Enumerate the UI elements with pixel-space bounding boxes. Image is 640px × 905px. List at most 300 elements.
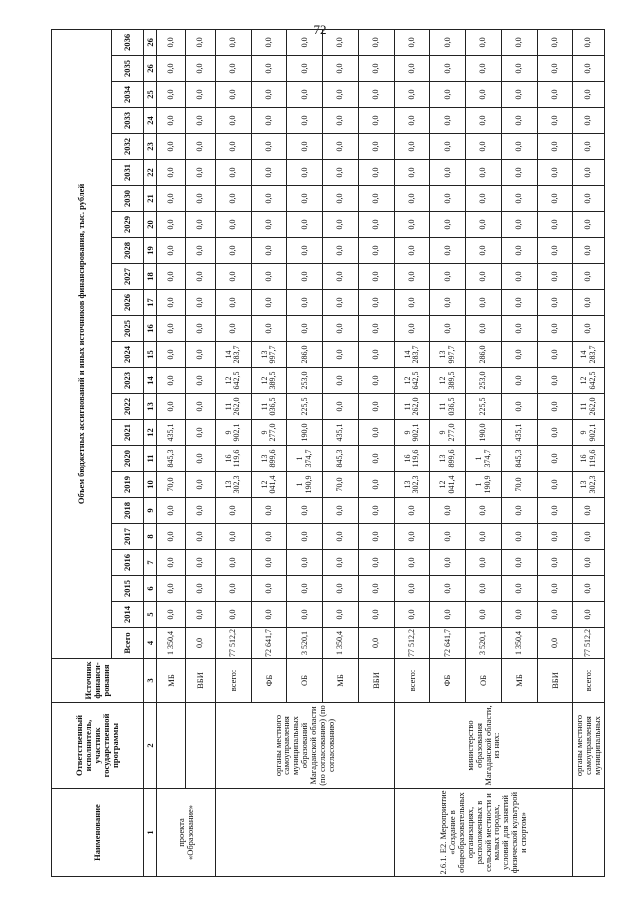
year-value-cell: 435,1 <box>323 420 359 446</box>
year-value-cell: 0,0 <box>501 56 537 82</box>
year-value-cell: 0,0 <box>501 368 537 394</box>
year-value-cell: 0,0 <box>501 550 537 576</box>
total-value-cell: 0,0 <box>358 628 394 659</box>
year-value-cell: 0,0 <box>323 82 359 108</box>
year-value-cell: 0,0 <box>573 82 605 108</box>
year-value-cell: 0,0 <box>501 524 537 550</box>
year-value-cell: 0,0 <box>537 134 573 160</box>
year-value-cell: 0,0 <box>186 446 215 472</box>
year-value-cell: 0,0 <box>537 498 573 524</box>
year-value-cell: 16 119,6 <box>215 446 251 472</box>
year-value-cell: 0,0 <box>215 160 251 186</box>
year-value-cell: 0,0 <box>186 602 215 628</box>
year-value-cell: 435,1 <box>501 420 537 446</box>
year-value-cell: 0,0 <box>501 576 537 602</box>
year-value-cell: 11 262,0 <box>573 394 605 420</box>
header-year: 2018 <box>112 498 144 524</box>
year-value-cell: 0,0 <box>466 134 502 160</box>
year-value-cell: 0,0 <box>430 160 466 186</box>
year-value-cell: 0,0 <box>501 316 537 342</box>
year-value-cell: 0,0 <box>186 134 215 160</box>
year-value-cell: 0,0 <box>157 29 186 55</box>
year-value-cell: 0,0 <box>186 472 215 498</box>
year-value-cell: 190,0 <box>466 420 502 446</box>
year-value-cell: 0,0 <box>215 108 251 134</box>
year-value-cell: 0,0 <box>287 576 323 602</box>
funding-table <box>51 29 605 877</box>
year-value-cell: 0,0 <box>358 498 394 524</box>
year-value-cell: 0,0 <box>430 524 466 550</box>
year-value-cell: 0,0 <box>323 264 359 290</box>
year-value-cell: 0,0 <box>287 134 323 160</box>
total-value-cell: 3 520,1 <box>287 628 323 659</box>
year-value-cell: 0,0 <box>287 264 323 290</box>
year-value-cell: 0,0 <box>358 290 394 316</box>
year-value-cell: 0,0 <box>358 56 394 82</box>
index-cell: 25 <box>144 82 157 108</box>
table-row <box>215 29 251 876</box>
year-value-cell: 0,0 <box>466 264 502 290</box>
index-cell: 12 <box>144 420 157 446</box>
year-value-cell: 9 902,1 <box>215 420 251 446</box>
year-value-cell: 9 277,0 <box>251 420 287 446</box>
year-value-cell: 0,0 <box>157 134 186 160</box>
year-value-cell: 0,0 <box>358 342 394 368</box>
year-value-cell: 0,0 <box>394 160 430 186</box>
year-value-cell: 0,0 <box>215 82 251 108</box>
executor-cell: органы местного самоуправления муниципальных образований Магаданской области (по согласованию) (по согласованию) <box>215 703 394 789</box>
year-value-cell: 14 283,7 <box>573 342 605 368</box>
source-cell: МБ <box>323 659 359 703</box>
total-value-cell: 1 350,4 <box>157 628 186 659</box>
year-value-cell: 1 374,7 <box>287 446 323 472</box>
year-value-cell: 0,0 <box>537 82 573 108</box>
year-value-cell: 0,0 <box>323 394 359 420</box>
year-value-cell: 0,0 <box>251 160 287 186</box>
year-value-cell: 9 902,1 <box>394 420 430 446</box>
year-value-cell: 0,0 <box>215 186 251 212</box>
year-value-cell: 0,0 <box>323 576 359 602</box>
header-year: 2025 <box>112 316 144 342</box>
year-value-cell: 16 119,6 <box>573 446 605 472</box>
year-value-cell: 0,0 <box>358 446 394 472</box>
year-value-cell: 11 036,5 <box>430 394 466 420</box>
header-year: 2020 <box>112 446 144 472</box>
year-value-cell: 0,0 <box>251 290 287 316</box>
header-year: 2030 <box>112 186 144 212</box>
year-value-cell: 12 642,5 <box>215 368 251 394</box>
source-cell: всего: <box>394 659 430 703</box>
year-value-cell: 0,0 <box>573 524 605 550</box>
index-cell: 7 <box>144 550 157 576</box>
year-value-cell: 0,0 <box>287 108 323 134</box>
year-value-cell: 0,0 <box>323 602 359 628</box>
index-row <box>144 29 157 876</box>
year-value-cell: 9 902,1 <box>573 420 605 446</box>
header-year: 2028 <box>112 238 144 264</box>
index-cell: 22 <box>144 160 157 186</box>
year-value-cell: 0,0 <box>466 160 502 186</box>
year-value-cell: 0,0 <box>394 212 430 238</box>
year-value-cell: 0,0 <box>157 316 186 342</box>
year-value-cell: 0,0 <box>573 134 605 160</box>
year-value-cell: 0,0 <box>573 290 605 316</box>
year-value-cell: 0,0 <box>537 108 573 134</box>
year-value-cell: 0,0 <box>287 82 323 108</box>
header-executor: Ответственный исполнитель, участник государственной программы <box>52 703 144 789</box>
index-cell: 26 <box>144 56 157 82</box>
year-value-cell: 0,0 <box>157 368 186 394</box>
header-year: 2023 <box>112 368 144 394</box>
year-value-cell: 14 283,7 <box>394 342 430 368</box>
year-value-cell: 0,0 <box>466 82 502 108</box>
year-value-cell: 0,0 <box>215 134 251 160</box>
header-year: 2034 <box>112 82 144 108</box>
header-year: 2015 <box>112 576 144 602</box>
year-value-cell: 13 302,3 <box>394 472 430 498</box>
index-cell: 4 <box>144 628 157 659</box>
year-value-cell: 0,0 <box>323 550 359 576</box>
total-value-cell: 77 512,2 <box>215 628 251 659</box>
year-value-cell: 845,3 <box>157 446 186 472</box>
year-value-cell: 0,0 <box>573 29 605 55</box>
year-value-cell: 0,0 <box>537 290 573 316</box>
year-value-cell: 0,0 <box>501 264 537 290</box>
year-value-cell: 0,0 <box>430 56 466 82</box>
year-value-cell: 0,0 <box>501 498 537 524</box>
year-value-cell: 0,0 <box>157 108 186 134</box>
total-value-cell: 1 350,4 <box>501 628 537 659</box>
year-value-cell: 0,0 <box>573 56 605 82</box>
year-value-cell: 0,0 <box>215 290 251 316</box>
year-value-cell: 0,0 <box>186 316 215 342</box>
year-value-cell: 1 190,9 <box>466 472 502 498</box>
year-value-cell: 0,0 <box>186 264 215 290</box>
year-value-cell: 0,0 <box>358 394 394 420</box>
year-value-cell: 9 277,0 <box>430 420 466 446</box>
index-cell: 10 <box>144 472 157 498</box>
year-value-cell: 0,0 <box>287 524 323 550</box>
year-value-cell: 0,0 <box>186 394 215 420</box>
year-value-cell: 0,0 <box>251 602 287 628</box>
year-value-cell: 0,0 <box>186 238 215 264</box>
year-value-cell: 0,0 <box>251 550 287 576</box>
year-value-cell: 0,0 <box>251 29 287 55</box>
index-cell: 26 <box>144 29 157 55</box>
year-value-cell: 225,5 <box>466 394 502 420</box>
header-year: 2026 <box>112 290 144 316</box>
year-value-cell: 0,0 <box>215 550 251 576</box>
year-value-cell: 0,0 <box>537 368 573 394</box>
source-cell: ВБИ <box>358 659 394 703</box>
header-year: 2033 <box>112 108 144 134</box>
source-cell: всего: <box>573 659 605 703</box>
year-value-cell: 0,0 <box>186 420 215 446</box>
source-cell: всего: <box>215 659 251 703</box>
year-value-cell: 0,0 <box>323 498 359 524</box>
year-value-cell: 0,0 <box>537 186 573 212</box>
year-value-cell: 0,0 <box>215 238 251 264</box>
year-value-cell: 0,0 <box>323 290 359 316</box>
year-value-cell: 0,0 <box>186 576 215 602</box>
executor-cell: министерство образования Магаданской области, из них: <box>394 703 573 789</box>
year-value-cell: 0,0 <box>157 550 186 576</box>
header-funding-group: Объем бюджетных ассигнований и иных источников финансирования, тыс. рублей <box>52 29 112 658</box>
year-value-cell: 0,0 <box>430 290 466 316</box>
year-value-cell: 0,0 <box>287 550 323 576</box>
year-value-cell: 0,0 <box>394 82 430 108</box>
total-value-cell: 1 350,4 <box>323 628 359 659</box>
year-value-cell: 0,0 <box>573 602 605 628</box>
year-value-cell: 0,0 <box>430 238 466 264</box>
year-value-cell: 0,0 <box>323 524 359 550</box>
row-name-cell: проекта «Образование» <box>157 789 216 877</box>
year-value-cell: 0,0 <box>466 550 502 576</box>
year-value-cell: 0,0 <box>186 342 215 368</box>
year-value-cell: 0,0 <box>215 212 251 238</box>
index-cell: 5 <box>144 602 157 628</box>
index-cell: 6 <box>144 576 157 602</box>
year-value-cell: 70,0 <box>501 472 537 498</box>
year-value-cell: 0,0 <box>537 524 573 550</box>
year-value-cell: 0,0 <box>186 368 215 394</box>
year-value-cell: 0,0 <box>186 498 215 524</box>
table-body <box>157 29 605 876</box>
year-value-cell: 13 302,3 <box>573 472 605 498</box>
year-value-cell: 0,0 <box>501 134 537 160</box>
year-value-cell: 0,0 <box>430 316 466 342</box>
year-value-cell: 0,0 <box>251 498 287 524</box>
year-value-cell: 0,0 <box>287 160 323 186</box>
year-value-cell: 0,0 <box>466 56 502 82</box>
year-value-cell: 0,0 <box>358 472 394 498</box>
year-value-cell: 0,0 <box>537 316 573 342</box>
year-value-cell: 0,0 <box>323 368 359 394</box>
year-value-cell: 0,0 <box>430 186 466 212</box>
year-value-cell: 12 389,5 <box>430 368 466 394</box>
year-value-cell: 0,0 <box>430 212 466 238</box>
year-value-cell: 0,0 <box>157 394 186 420</box>
year-value-cell: 0,0 <box>430 576 466 602</box>
year-value-cell: 0,0 <box>466 238 502 264</box>
header-year: 2031 <box>112 160 144 186</box>
year-value-cell: 0,0 <box>430 82 466 108</box>
header-year: 2021 <box>112 420 144 446</box>
index-cell: 17 <box>144 290 157 316</box>
row-name-cell: 2.6.1. Е2. Мероприятие «Создание в общеобразовательных организациях, расположенных в сельской местности и малых городах, условий для занятий физической культурой и спортом» <box>394 789 573 877</box>
header-year: 2022 <box>112 394 144 420</box>
year-value-cell: 0,0 <box>287 602 323 628</box>
year-value-cell: 0,0 <box>537 56 573 82</box>
year-value-cell: 13 302,3 <box>215 472 251 498</box>
year-value-cell: 0,0 <box>537 238 573 264</box>
index-cell: 16 <box>144 316 157 342</box>
year-value-cell: 0,0 <box>323 342 359 368</box>
year-value-cell: 0,0 <box>251 576 287 602</box>
year-value-cell: 0,0 <box>157 524 186 550</box>
table-row <box>157 29 186 876</box>
year-value-cell: 286,0 <box>466 342 502 368</box>
year-value-cell: 0,0 <box>466 186 502 212</box>
year-value-cell: 0,0 <box>157 238 186 264</box>
year-value-cell: 0,0 <box>186 56 215 82</box>
year-value-cell: 0,0 <box>466 316 502 342</box>
year-value-cell: 0,0 <box>573 186 605 212</box>
year-value-cell: 190,0 <box>287 420 323 446</box>
year-value-cell: 0,0 <box>573 576 605 602</box>
year-value-cell: 0,0 <box>466 108 502 134</box>
year-value-cell: 0,0 <box>358 368 394 394</box>
year-value-cell: 0,0 <box>394 550 430 576</box>
year-value-cell: 0,0 <box>501 82 537 108</box>
year-value-cell: 0,0 <box>287 212 323 238</box>
year-value-cell: 0,0 <box>323 186 359 212</box>
year-value-cell: 0,0 <box>430 498 466 524</box>
total-value-cell: 3 520,1 <box>466 628 502 659</box>
year-value-cell: 0,0 <box>358 29 394 55</box>
year-value-cell: 0,0 <box>466 290 502 316</box>
year-value-cell: 0,0 <box>157 212 186 238</box>
year-value-cell: 0,0 <box>186 160 215 186</box>
year-value-cell: 0,0 <box>573 212 605 238</box>
year-value-cell: 0,0 <box>394 186 430 212</box>
year-value-cell: 0,0 <box>186 29 215 55</box>
year-value-cell: 0,0 <box>215 29 251 55</box>
year-value-cell: 11 262,0 <box>394 394 430 420</box>
year-value-cell: 845,3 <box>323 446 359 472</box>
year-value-cell: 0,0 <box>394 238 430 264</box>
year-value-cell: 0,0 <box>323 134 359 160</box>
header-year: 2027 <box>112 264 144 290</box>
year-value-cell: 0,0 <box>537 394 573 420</box>
year-value-cell: 0,0 <box>186 82 215 108</box>
year-value-cell: 13 899,6 <box>430 446 466 472</box>
year-value-cell: 0,0 <box>466 576 502 602</box>
year-value-cell: 0,0 <box>251 524 287 550</box>
header-year: 2016 <box>112 550 144 576</box>
year-value-cell: 0,0 <box>215 524 251 550</box>
year-value-cell: 0,0 <box>394 316 430 342</box>
header-year: 2024 <box>112 342 144 368</box>
year-value-cell: 0,0 <box>394 264 430 290</box>
year-value-cell: 0,0 <box>323 238 359 264</box>
year-value-cell: 0,0 <box>537 446 573 472</box>
year-value-cell: 0,0 <box>157 498 186 524</box>
year-value-cell: 0,0 <box>358 550 394 576</box>
year-value-cell: 0,0 <box>323 212 359 238</box>
index-cell: 19 <box>144 238 157 264</box>
year-value-cell: 0,0 <box>287 290 323 316</box>
year-value-cell: 0,0 <box>186 212 215 238</box>
source-cell: ОБ <box>287 659 323 703</box>
year-value-cell: 0,0 <box>358 160 394 186</box>
year-value-cell: 12 041,4 <box>430 472 466 498</box>
year-value-cell: 0,0 <box>430 108 466 134</box>
year-value-cell: 0,0 <box>466 498 502 524</box>
year-value-cell: 0,0 <box>157 576 186 602</box>
year-value-cell: 0,0 <box>430 602 466 628</box>
year-value-cell: 0,0 <box>466 524 502 550</box>
year-value-cell: 0,0 <box>537 602 573 628</box>
year-value-cell: 0,0 <box>186 290 215 316</box>
rotated-table-container <box>51 32 605 877</box>
year-value-cell: 0,0 <box>501 212 537 238</box>
year-value-cell: 0,0 <box>537 420 573 446</box>
year-value-cell: 0,0 <box>573 264 605 290</box>
header-year: 2019 <box>112 472 144 498</box>
year-value-cell: 0,0 <box>430 550 466 576</box>
year-value-cell: 0,0 <box>251 82 287 108</box>
year-value-cell: 0,0 <box>501 238 537 264</box>
year-value-cell: 0,0 <box>251 56 287 82</box>
year-value-cell: 13 997,7 <box>430 342 466 368</box>
total-value-cell: 77 512,2 <box>394 628 430 659</box>
total-value-cell: 72 641,7 <box>251 628 287 659</box>
year-value-cell: 11 036,5 <box>251 394 287 420</box>
header-name: Наименование <box>52 789 144 877</box>
year-value-cell: 0,0 <box>358 316 394 342</box>
year-value-cell: 0,0 <box>358 524 394 550</box>
index-cell: 9 <box>144 498 157 524</box>
year-value-cell: 225,5 <box>287 394 323 420</box>
index-cell: 20 <box>144 212 157 238</box>
year-value-cell: 0,0 <box>287 238 323 264</box>
year-value-cell: 0,0 <box>186 108 215 134</box>
year-value-cell: 0,0 <box>501 290 537 316</box>
year-value-cell: 0,0 <box>573 238 605 264</box>
row-name-cell <box>215 789 394 877</box>
row-name-cell <box>573 789 605 877</box>
year-value-cell: 0,0 <box>537 212 573 238</box>
year-value-cell: 0,0 <box>251 238 287 264</box>
year-value-cell: 0,0 <box>394 134 430 160</box>
year-value-cell: 0,0 <box>287 29 323 55</box>
index-cell: 2 <box>144 703 157 789</box>
year-value-cell: 12 642,5 <box>394 368 430 394</box>
year-value-cell: 0,0 <box>157 342 186 368</box>
source-cell: МБ <box>157 659 186 703</box>
year-value-cell: 0,0 <box>430 134 466 160</box>
year-value-cell: 0,0 <box>573 550 605 576</box>
year-value-cell: 0,0 <box>501 342 537 368</box>
index-cell: 13 <box>144 394 157 420</box>
year-value-cell: 0,0 <box>251 264 287 290</box>
year-value-cell: 0,0 <box>251 316 287 342</box>
year-value-cell: 0,0 <box>394 108 430 134</box>
year-value-cell: 0,0 <box>394 524 430 550</box>
year-value-cell: 286,0 <box>287 342 323 368</box>
year-value-cell: 0,0 <box>358 420 394 446</box>
year-value-cell: 0,0 <box>466 602 502 628</box>
year-value-cell: 0,0 <box>501 29 537 55</box>
index-cell: 8 <box>144 524 157 550</box>
year-value-cell: 0,0 <box>323 160 359 186</box>
year-value-cell: 0,0 <box>358 82 394 108</box>
year-value-cell: 0,0 <box>323 316 359 342</box>
year-value-cell: 0,0 <box>358 264 394 290</box>
year-value-cell: 0,0 <box>394 290 430 316</box>
year-value-cell: 0,0 <box>215 264 251 290</box>
header-year: 2032 <box>112 134 144 160</box>
year-value-cell: 0,0 <box>358 238 394 264</box>
executor-cell <box>186 703 215 789</box>
year-value-cell: 0,0 <box>573 108 605 134</box>
year-value-cell: 0,0 <box>215 576 251 602</box>
year-value-cell: 0,0 <box>430 264 466 290</box>
header-source: Источник финанси-рования <box>52 659 144 703</box>
year-value-cell: 12 041,4 <box>251 472 287 498</box>
year-value-cell: 0,0 <box>287 498 323 524</box>
